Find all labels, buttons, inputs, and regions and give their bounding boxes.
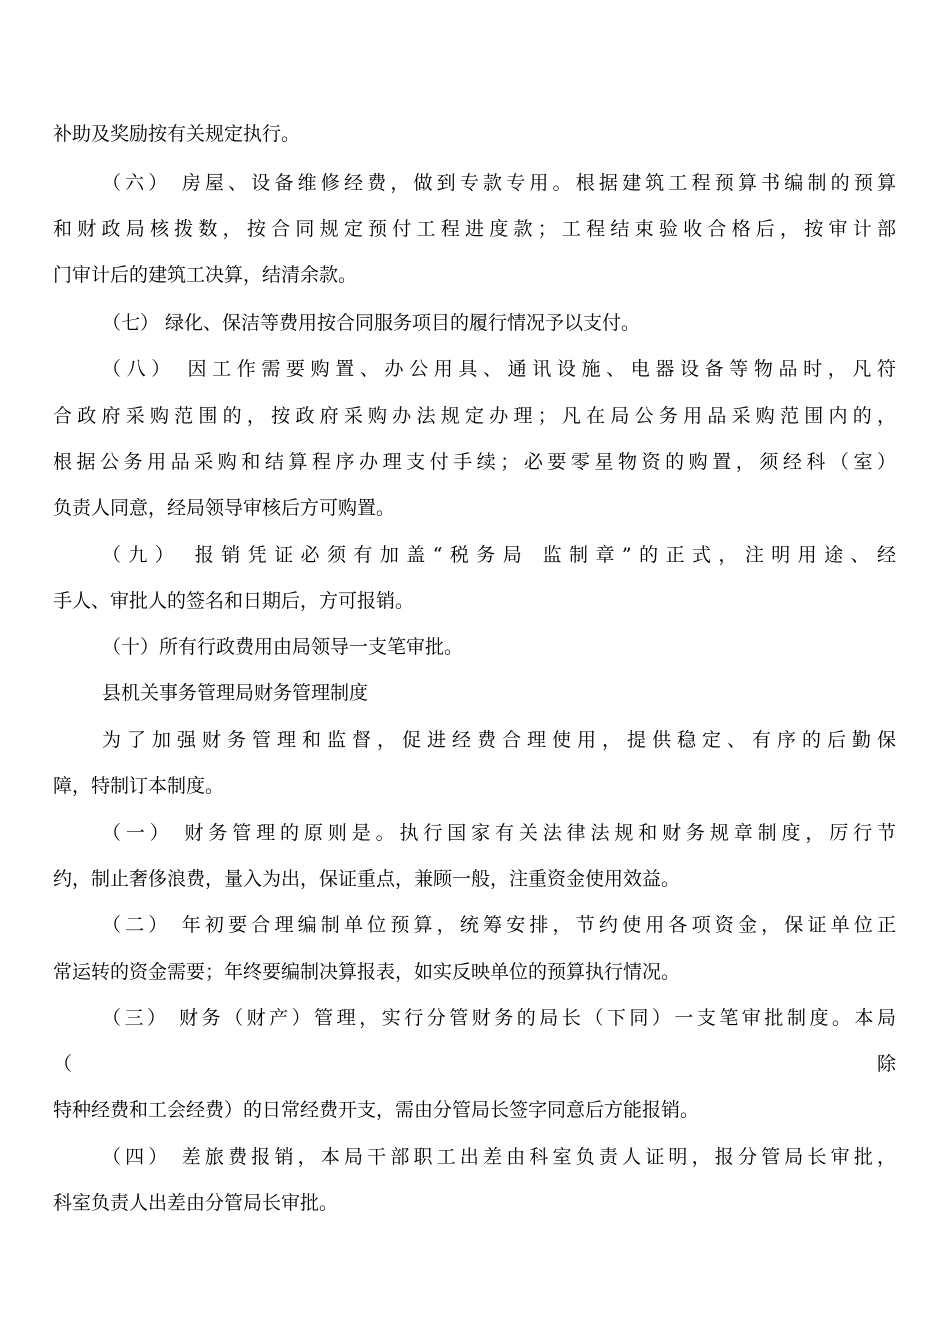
text-line: 和财政局核拨数，按合同规定预付工程进度款；工程结束验收合格后，按审计部	[53, 218, 896, 240]
text-line: （八） 因工作需要购置、办公用具、通讯设施、电器设备等物品时，凡符	[102, 358, 896, 380]
text-line: （二） 年初要合理编制单位预算，统筹安排，节约使用各项资金，保证单位正	[102, 914, 896, 936]
text-line: 根据公务用品采购和结算程序办理支付手续；必要零星物资的购置，须经科（室）	[53, 451, 896, 473]
text-line: 手人、审批人的签名和日期后，方可报销。	[53, 590, 415, 612]
section-heading: 县机关事务管理局财务管理制度	[102, 682, 369, 704]
text-line: 为了加强财务管理和监督，促进经费合理使用，提供稳定、有序的后勤保	[102, 729, 896, 751]
text-line: 约，制止奢侈浪费，量入为出，保证重点，兼顾一般，注重资金使用效益。	[53, 868, 681, 890]
text-line: （一） 财务管理的原则是。执行国家有关法律法规和财务规章制度，厉行节	[102, 822, 896, 844]
text-line: （九） 报销凭证必须有加盖“税务局 监制章”的正式，注明用途、经	[102, 544, 896, 566]
text-line: 科室负责人出差由分管局长审批。	[53, 1192, 339, 1214]
text-line: （七） 绿化、保洁等费用按合同服务项目的履行情况予以支付。	[102, 312, 641, 334]
text-line: 补助及奖励按有关规定执行。	[53, 123, 301, 145]
text-line: 合政府采购范围的，按政府采购办法规定办理；凡在局公务用品采购范围内的，	[53, 405, 896, 427]
text-line: （四） 差旅费报销，本局干部职工出差由科室负责人证明，报分管局长审批，	[102, 1146, 896, 1168]
text-line: （十）所有行政费用由局领导一支笔审批。	[102, 636, 464, 658]
text-line: （六） 房屋、设备维修经费，做到专款专用。根据建筑工程预算书编制的预算	[102, 172, 896, 194]
text-line: 常运转的资金需要；年终要编制决算报表，如实反映单位的预算执行情况。	[53, 961, 681, 983]
text-line: 门审计后的建筑工决算，结清余款。	[53, 264, 358, 286]
text-line: 障，特制订本制度。	[53, 775, 225, 797]
text-line: 特种经费和工会经费）的日常经费开支，需由分管局长签字同意后方能报销。	[53, 1099, 700, 1121]
text-line: （ 除	[53, 1053, 896, 1075]
text-line: （三） 财务（财产）管理，实行分管财务的局长（下同）一支笔审批制度。本局	[102, 1007, 896, 1029]
text-line: 负责人同意，经局领导审核后方可购置。	[53, 497, 396, 519]
